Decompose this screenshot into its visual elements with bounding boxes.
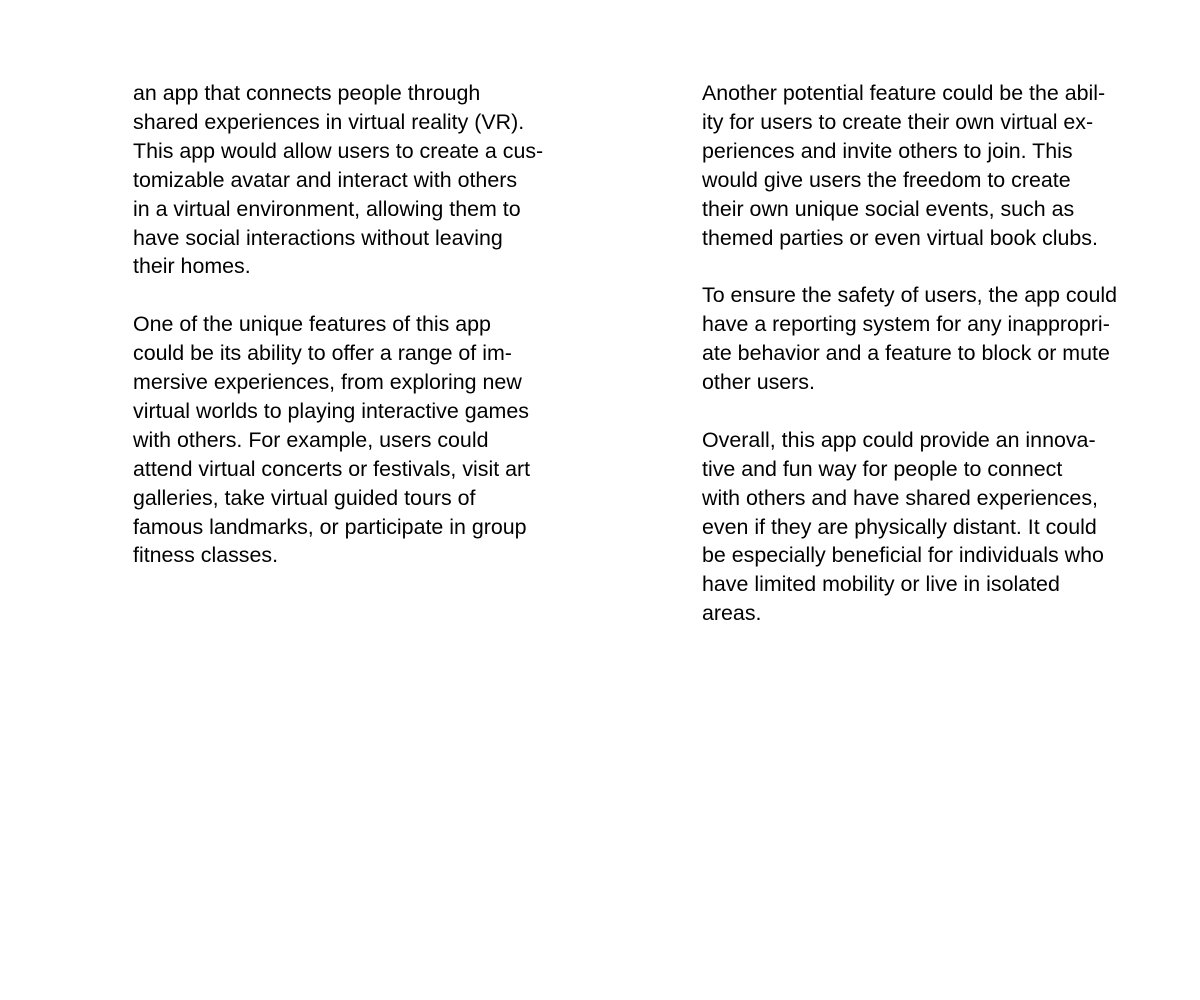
text-line: ity for users to create their own virtual ex- <box>702 109 1094 134</box>
text-line: with others. For example, users could <box>133 427 489 452</box>
right-column <box>702 79 1147 657</box>
text-line: Another potential feature could be the abil- <box>702 81 1106 105</box>
text-line: themed parties or even virtual book clubs. <box>702 225 1098 250</box>
text-line: tomizable avatar and interact with others <box>133 167 518 192</box>
text-line: Overall, this app could provide an innova- <box>702 427 1096 452</box>
text-line: have social interactions without leaving <box>133 225 503 250</box>
text-line: One of the unique features of this app <box>133 312 491 337</box>
text-line: attend virtual concerts or festivals, visit art <box>133 456 531 481</box>
text-line: tive and fun way for people to connect <box>702 456 1063 481</box>
text-line: virtual worlds to playing interactive games <box>133 398 529 423</box>
text-line: their own unique social events, such as <box>702 196 1075 221</box>
text-line: have a reporting system for any inappropri- <box>702 312 1110 337</box>
left-column <box>133 79 573 599</box>
text-line: their homes. <box>133 254 251 279</box>
text-line: other users. <box>702 370 815 395</box>
text-line: have limited mobility or live in isolated <box>702 572 1060 597</box>
text-line: This app would allow users to create a cus- <box>133 138 544 163</box>
text-line: shared experiences in virtual reality (VR). <box>133 109 525 134</box>
text-line: To ensure the safety of users, the app could <box>702 283 1117 308</box>
text-line: galleries, take virtual guided tours of <box>133 485 476 510</box>
text-line: fitness classes. <box>133 543 279 568</box>
text-line: famous landmarks, or participate in group <box>133 514 527 539</box>
text-line: areas. <box>702 601 762 626</box>
text-line: in a virtual environment, allowing them to <box>133 196 521 221</box>
paragraph-vr-app-intro <box>133 79 573 281</box>
text-line: would give users the freedom to create <box>702 167 1071 192</box>
text-line: ate behavior and a feature to block or mute <box>702 341 1110 366</box>
text-line: periences and invite others to join. This <box>702 138 1073 163</box>
text-line: with others and have shared experiences, <box>702 485 1098 510</box>
text-line: mersive experiences, from exploring new <box>133 370 522 395</box>
paragraph-safety <box>702 281 1147 397</box>
text-line: could be its ability to offer a range of im- <box>133 341 512 366</box>
text-line: an app that connects people through <box>133 81 481 105</box>
paragraph-unique-features <box>133 310 573 570</box>
paragraph-user-created-experiences <box>702 79 1147 252</box>
text-line: even if they are physically distant. It could <box>702 514 1097 539</box>
text-line: be especially beneficial for individuals who <box>702 543 1104 568</box>
paragraph-overall <box>702 426 1147 628</box>
